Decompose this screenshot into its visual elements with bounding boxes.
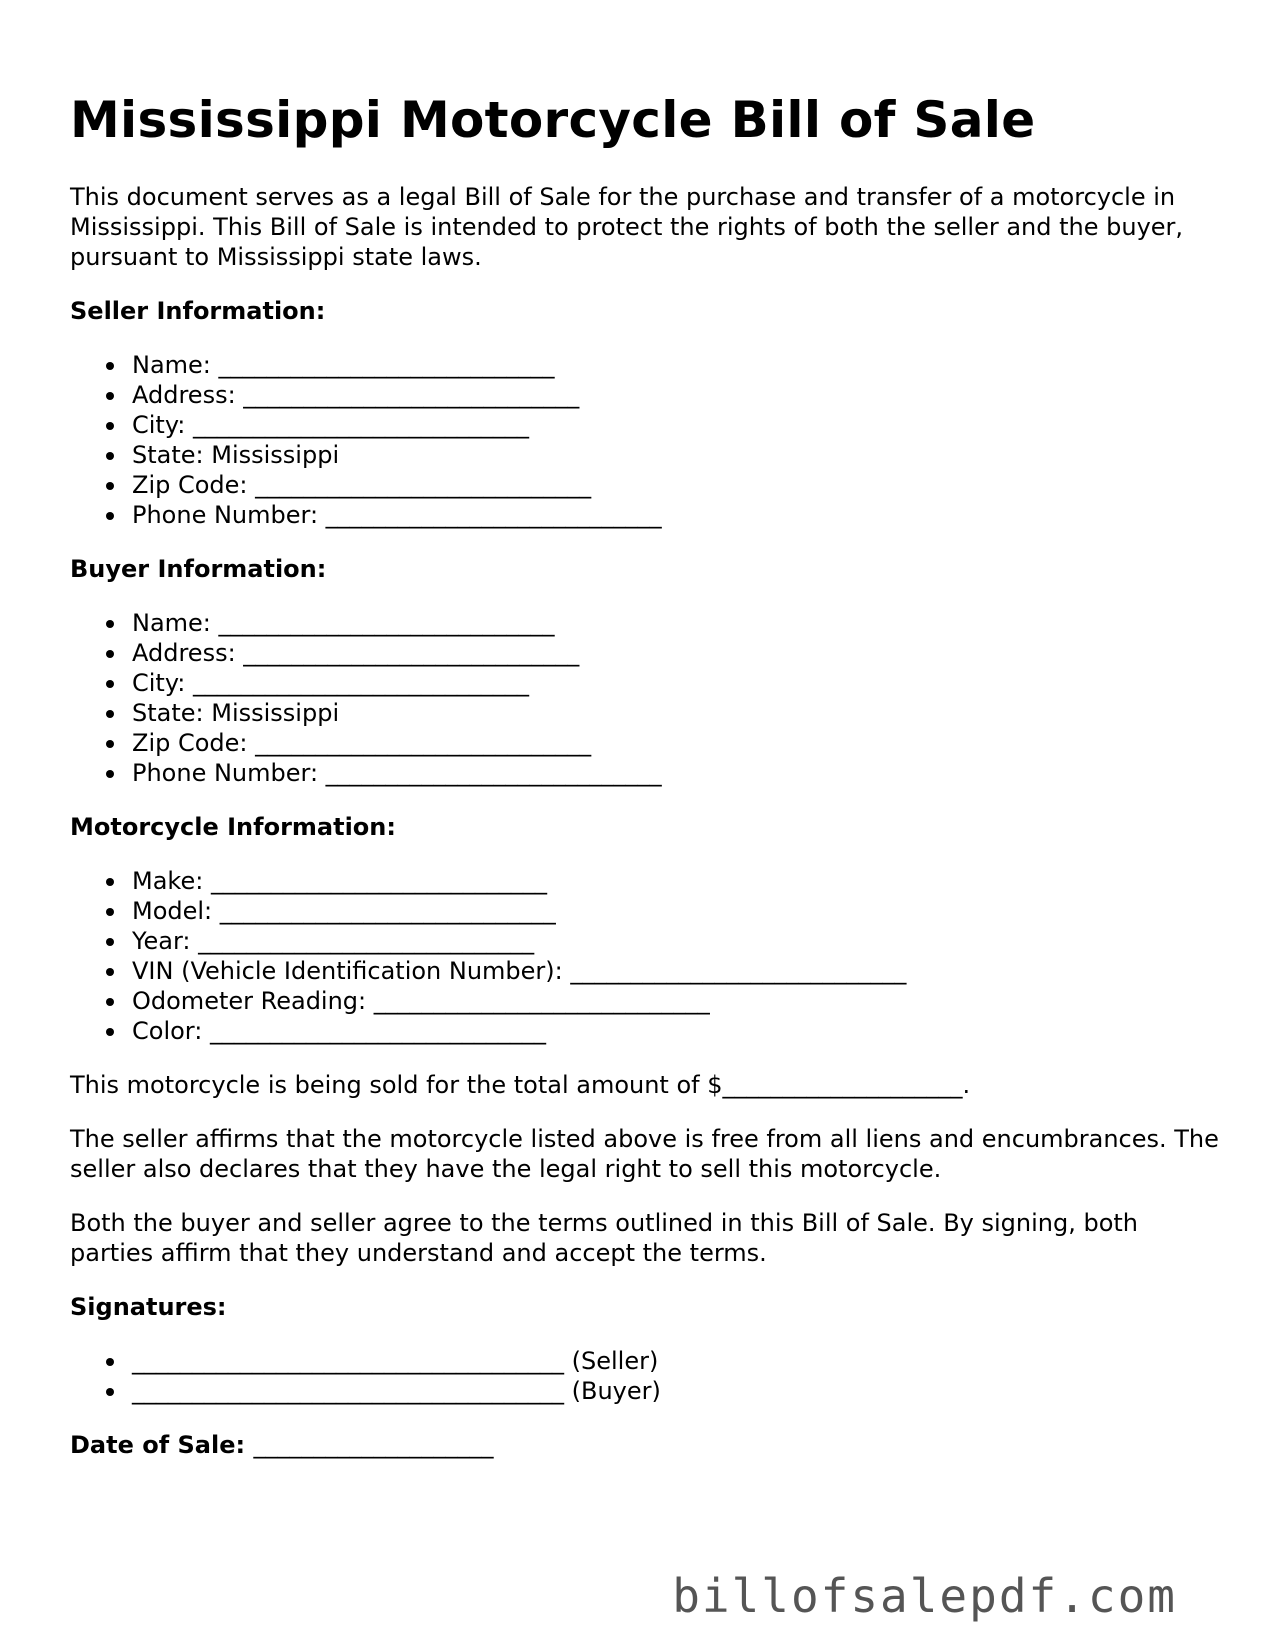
agreement-paragraph: Both the buyer and seller agree to the terms outlined in this Bill of Sale. By signing, both parties affirm that they understand and accept the terms.: [70, 1209, 1139, 1267]
seller-name-field: Name: ____________________________: [70, 350, 1220, 380]
buyer-address-field: Address: ____________________________: [70, 638, 1220, 668]
motorcycle-color-field: Color: ____________________________: [70, 1016, 1220, 1046]
seller-info-list: [70, 350, 1220, 530]
seller-section-heading: Seller Information:: [70, 297, 326, 325]
watermark-text: billofsalepdf.com: [672, 1569, 1177, 1623]
buyer-section-heading: Buyer Information:: [70, 555, 327, 583]
buyer-zip-field: Zip Code: ____________________________: [70, 728, 1220, 758]
buyer-state-field: State: Mississippi: [70, 698, 1220, 728]
date-of-sale-blank: ____________________: [253, 1431, 494, 1459]
price-statement: This motorcycle is being sold for the total amount of $____________________.: [70, 1071, 971, 1099]
document-page: [70, 0, 1220, 1460]
date-of-sale-label: Date of Sale:: [70, 1431, 246, 1459]
motorcycle-vin-field: VIN (Vehicle Identification Number): ____________________________: [70, 956, 1220, 986]
buyer-city-field: City: ____________________________: [70, 668, 1220, 698]
seller-address-field: Address: ____________________________: [70, 380, 1220, 410]
motorcycle-info-list: [70, 866, 1220, 1046]
motorcycle-section-heading: Motorcycle Information:: [70, 813, 396, 841]
signatures-list: [70, 1346, 1220, 1406]
motorcycle-make-field: Make: ____________________________: [70, 866, 1220, 896]
buyer-signature-line: ____________________________________ (Buyer): [70, 1376, 1220, 1406]
signatures-heading: Signatures:: [70, 1293, 227, 1321]
motorcycle-year-field: Year: ____________________________: [70, 926, 1220, 956]
intro-paragraph: This document serves as a legal Bill of Sale for the purchase and transfer of a motorcycle in Mississippi. This Bill of Sale is intended to protect the rights of both the seller and the buyer, pursuant to Mississippi state laws.: [70, 183, 1184, 271]
seller-phone-field: Phone Number: ____________________________: [70, 500, 1220, 530]
seller-city-field: City: ____________________________: [70, 410, 1220, 440]
buyer-phone-field: Phone Number: ____________________________: [70, 758, 1220, 788]
seller-zip-field: Zip Code: ____________________________: [70, 470, 1220, 500]
motorcycle-odometer-field: Odometer Reading: ____________________________: [70, 986, 1220, 1016]
seller-state-field: State: Mississippi: [70, 440, 1220, 470]
buyer-name-field: Name: ____________________________: [70, 608, 1220, 638]
affirmation-paragraph: The seller affirms that the motorcycle listed above is free from all liens and encumbrances. The seller also declares that they have the legal right to sell this motorcycle.: [70, 1125, 1219, 1183]
motorcycle-model-field: Model: ____________________________: [70, 896, 1220, 926]
date-of-sale: [70, 1430, 1220, 1460]
buyer-info-list: [70, 608, 1220, 788]
document-title: Mississippi Motorcycle Bill of Sale: [70, 91, 1036, 149]
seller-signature-line: ____________________________________ (Seller): [70, 1346, 1220, 1376]
